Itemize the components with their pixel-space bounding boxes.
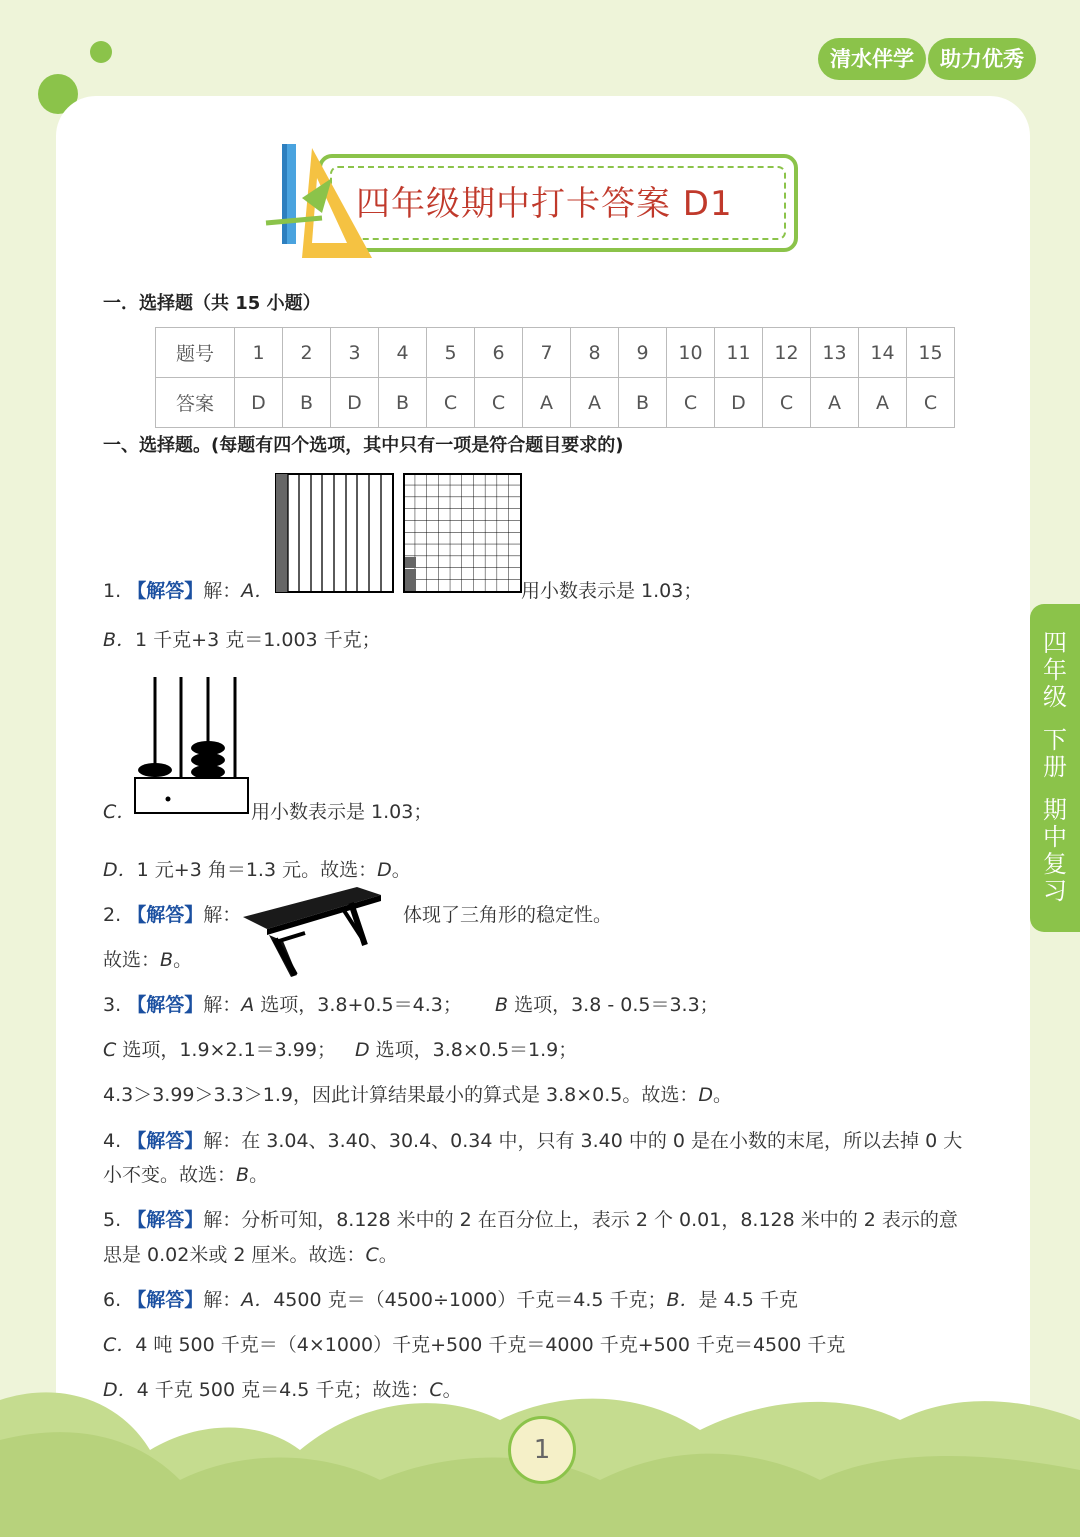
table-cell: 9: [619, 328, 667, 378]
q1-line-d: [103, 855, 411, 882]
text: 选项，3.8×0.5＝1.9；: [369, 1039, 578, 1061]
section-heading-1: 一．选择题（共 15 小题）: [103, 293, 321, 314]
side-char: 四: [1043, 629, 1067, 657]
answer-label: 【解答】: [127, 580, 204, 602]
q3-line-1: [103, 990, 719, 1017]
answer-label: 【解答】: [127, 904, 204, 926]
section-heading-2: 一、选择题。(每题有四个选项，其中只有一项是符合题目要求的): [103, 435, 624, 456]
abacus-figure: [133, 673, 263, 823]
table-cell: 7: [523, 328, 571, 378]
table-header-cell: 答案: [156, 378, 235, 428]
q6-line-2: [103, 1330, 845, 1357]
table-cell: C: [907, 378, 955, 428]
text: 体现了三角形的稳定性。: [403, 904, 613, 926]
answer-letter: B: [236, 1164, 250, 1186]
q3-option-d: [355, 1035, 577, 1062]
question-number: 5.: [103, 1209, 122, 1231]
table-cell: 8: [571, 328, 619, 378]
text: 思是 0.02米或 2 厘米。故选：: [103, 1244, 366, 1266]
option-label: C．: [103, 1334, 136, 1356]
table-cell: B: [619, 378, 667, 428]
side-char: 期: [1043, 796, 1067, 824]
q3-line-2: [103, 1035, 578, 1062]
table-cell: C: [427, 378, 475, 428]
text: 选项，1.9×2.1＝3.99；: [116, 1039, 336, 1061]
table-cell: C: [763, 378, 811, 428]
table-cell: 11: [715, 328, 763, 378]
q2-select: [103, 945, 192, 972]
brand-tag-2: 助力优秀: [928, 38, 1036, 80]
option-label: D．: [103, 859, 137, 881]
q5-line-1: [103, 1205, 958, 1232]
q3-option-b: [495, 990, 719, 1017]
table-cell: B: [283, 378, 331, 428]
answer-label: 【解答】: [127, 1289, 204, 1311]
table-cell: B: [379, 378, 427, 428]
q4-line-1: [103, 1126, 962, 1153]
option-label: A．: [241, 1289, 274, 1311]
question-number: 3.: [103, 994, 122, 1016]
option-label: A: [241, 994, 255, 1016]
table-header-cell: 题号: [156, 328, 235, 378]
decimal-strip-figure: [275, 473, 395, 595]
text: 解：: [203, 1289, 242, 1311]
table-row-numbers: [156, 328, 955, 378]
table-cell: D: [331, 378, 379, 428]
question-number: 2.: [103, 904, 122, 926]
side-tab-book: [1043, 727, 1067, 781]
option-label: D: [355, 1039, 370, 1061]
question-number: 1.: [103, 580, 122, 602]
q5-line-2: [103, 1240, 398, 1267]
table-cell: A: [523, 378, 571, 428]
table-cell: 10: [667, 328, 715, 378]
table-cell: 15: [907, 328, 955, 378]
q4-line-2: [103, 1160, 268, 1187]
table-cell: A: [571, 378, 619, 428]
side-char: 下: [1043, 726, 1067, 754]
q6-line-1: [103, 1285, 798, 1312]
table-cell: A: [859, 378, 907, 428]
side-char: 年: [1043, 656, 1067, 684]
brand-tag-1: 清水伴学: [818, 38, 926, 80]
option-label: B: [495, 994, 509, 1016]
option-label: A．: [241, 580, 274, 602]
page-number: 1: [508, 1416, 576, 1484]
q1-line-a: [103, 576, 703, 603]
side-char: 中: [1043, 823, 1067, 851]
text: 用小数表示是 1.03；: [521, 580, 703, 602]
table-cell: 12: [763, 328, 811, 378]
side-char: 复: [1043, 850, 1067, 878]
answer-label: 【解答】: [127, 1130, 204, 1152]
table-cell: 13: [811, 328, 859, 378]
q1-line-b: [103, 625, 381, 652]
text: 是 4.5 千克: [698, 1289, 798, 1311]
text: 。: [442, 1379, 462, 1401]
table-cell: 3: [331, 328, 379, 378]
text: 4.3＞3.99＞3.3＞1.9，因此计算结果最小的算式是 3.8×0.5。故选：: [103, 1084, 699, 1106]
table-cell: 4: [379, 328, 427, 378]
question-number: 4.: [103, 1130, 122, 1152]
text: 。: [378, 1244, 398, 1266]
option-label: D．: [103, 1379, 137, 1401]
text: 选项，3.8+0.5＝4.3；: [254, 994, 462, 1016]
table-cell: 14: [859, 328, 907, 378]
text: 1 元+3 角＝1.3 元。故选：: [136, 859, 378, 881]
question-number: 6.: [103, 1289, 122, 1311]
table-cell: D: [715, 378, 763, 428]
text: 。: [713, 1084, 733, 1106]
table-row-answers: [156, 378, 955, 428]
answer-label: 【解答】: [127, 1209, 204, 1231]
text: 解：: [203, 994, 242, 1016]
shelf-bracket-figure: [239, 883, 384, 979]
text: 1 千克+3 克＝1.003 千克；: [135, 629, 381, 651]
table-cell: 2: [283, 328, 331, 378]
side-char: 习: [1043, 877, 1067, 905]
text: 。: [249, 1164, 269, 1186]
table-cell: C: [475, 378, 523, 428]
option-label: B．: [103, 629, 136, 651]
side-tab-grade: [1043, 630, 1067, 711]
text: 。: [173, 949, 193, 971]
answer-letter: C: [429, 1379, 443, 1401]
answer-letter: D: [377, 859, 392, 881]
text: 。: [391, 859, 411, 881]
text: 解：: [203, 904, 242, 926]
q3-line-3: [103, 1080, 732, 1107]
text: 解：分析可知，8.128 米中的 2 在百分位上，表示 2 个 0.01，8.128 米中的 2 表示的意: [203, 1209, 958, 1231]
table-cell: C: [667, 378, 715, 428]
option-label: C: [103, 1039, 117, 1061]
table-cell: 5: [427, 328, 475, 378]
text: 4 千克 500 克＝4.5 千克；故选：: [136, 1379, 430, 1401]
option-label: C．: [103, 801, 136, 823]
table-cell: D: [235, 378, 283, 428]
answer-letter: C: [365, 1244, 379, 1266]
side-char: 级: [1043, 683, 1067, 711]
text: 4 吨 500 千克＝（4×1000）千克+500 千克＝4000 千克+500 千克＝4500 千克: [135, 1334, 846, 1356]
text: 小不变。故选：: [103, 1164, 237, 1186]
side-char: 册: [1043, 753, 1067, 781]
answer-label: 【解答】: [127, 994, 204, 1016]
text: 选项，3.8 - 0.5＝3.3；: [508, 994, 719, 1016]
side-tab: [1030, 604, 1080, 932]
table-cell: 6: [475, 328, 523, 378]
answer-table: [155, 327, 955, 428]
option-label: B．: [666, 1289, 699, 1311]
text: 故选：: [103, 949, 161, 971]
text: 4500 克＝（4500÷1000）千克＝4.5 千克；: [273, 1289, 667, 1311]
answer-letter: D: [698, 1084, 713, 1106]
q2-line: [103, 900, 613, 927]
answer-letter: B: [160, 949, 174, 971]
q1-line-c: [103, 797, 433, 824]
decimal-grid-figure: [403, 473, 523, 595]
side-tab-review: [1043, 797, 1067, 905]
text: 解：: [203, 580, 242, 602]
decor-dot-small: [90, 41, 112, 63]
page-title: 四年级期中打卡答案 D1: [356, 184, 733, 224]
text: 解：在 3.04、3.40、30.4、0.34 中，只有 3.40 中的 0 是在小数的末尾，所以去掉 0 大: [203, 1130, 963, 1152]
table-cell: A: [811, 378, 859, 428]
table-cell: 1: [235, 328, 283, 378]
text: 用小数表示是 1.03；: [251, 801, 433, 823]
